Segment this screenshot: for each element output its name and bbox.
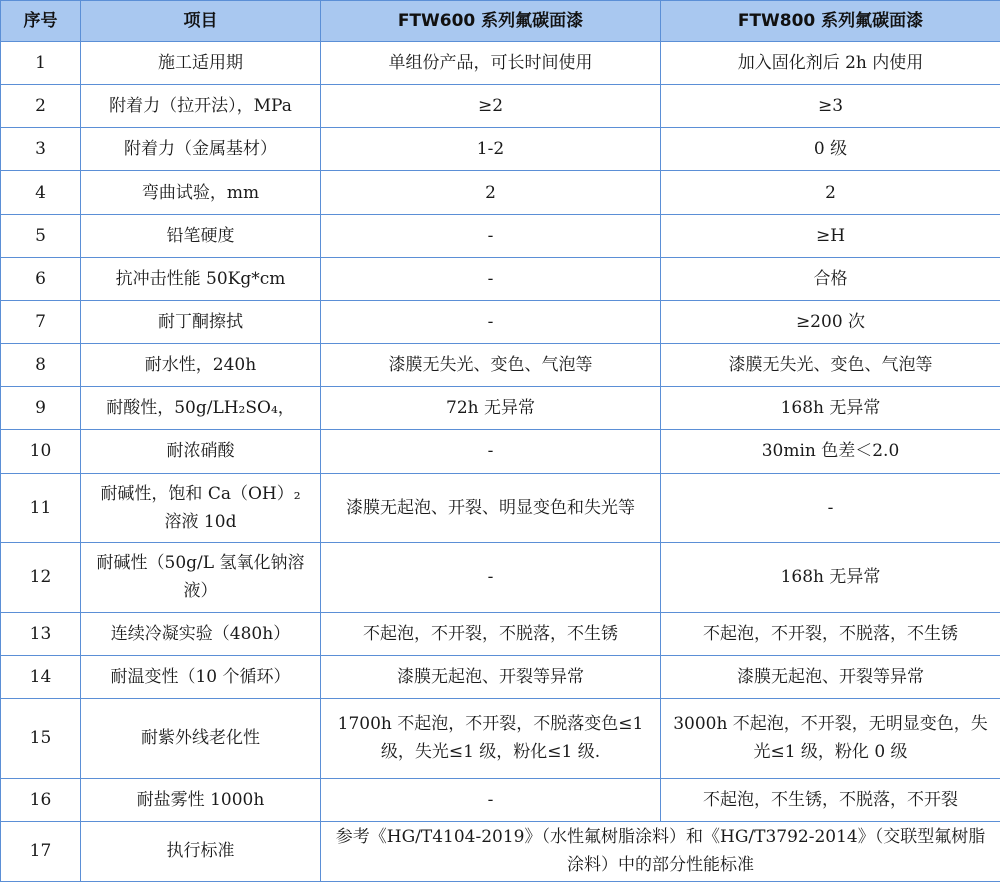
row-item-cell: 耐碱性，饱和 Ca（OH）₂溶液 10d bbox=[81, 473, 321, 542]
row-ftw600-cell: 1-2 bbox=[321, 128, 661, 171]
row-ftw600-cell: 不起泡，不开裂，不脱落，不生锈 bbox=[321, 612, 661, 655]
row-ftw800-cell: 加入固化剂后 2h 内使用 bbox=[661, 42, 1000, 85]
row-item-cell: 耐盐雾性 1000h bbox=[81, 778, 321, 821]
row-ftw800-cell: 不起泡，不开裂，不脱落，不生锈 bbox=[661, 612, 1000, 655]
table-row bbox=[1, 214, 1000, 257]
header-ftw600: FTW600 系列氟碳面漆 bbox=[321, 1, 661, 42]
row-item-cell: 耐温变性（10 个循环） bbox=[81, 655, 321, 698]
row-ftw600-cell: - bbox=[321, 543, 661, 612]
row-no-cell: 8 bbox=[1, 344, 81, 387]
row-ftw800-cell: 3000h 不起泡，不开裂，无明显变色，失光≤1 级，粉化 0 级 bbox=[661, 698, 1000, 778]
row-ftw800-cell: - bbox=[661, 473, 1000, 542]
table-row bbox=[1, 473, 1000, 542]
row-no-cell: 14 bbox=[1, 655, 81, 698]
row-no-cell: 15 bbox=[1, 698, 81, 778]
standard-merged-cell: 参考《HG/T4104-2019》（水性氟树脂涂料）和《HG/T3792-2014》（交联型氟树脂涂料）中的部分性能标准 bbox=[321, 821, 1000, 881]
row-ftw600-cell: 2 bbox=[321, 171, 661, 214]
row-item-cell: 耐丁酮擦拭 bbox=[81, 300, 321, 343]
table-row bbox=[1, 257, 1000, 300]
row-no-cell: 17 bbox=[1, 821, 81, 881]
row-ftw800-cell: 漆膜无起泡、开裂等异常 bbox=[661, 655, 1000, 698]
row-item-cell: 弯曲试验，mm bbox=[81, 171, 321, 214]
row-item-cell: 耐浓硝酸 bbox=[81, 430, 321, 473]
row-item-cell: 耐紫外线老化性 bbox=[81, 698, 321, 778]
row-item-cell: 耐水性，240h bbox=[81, 344, 321, 387]
header-ftw800: FTW800 系列氟碳面漆 bbox=[661, 1, 1000, 42]
row-no-cell: 9 bbox=[1, 387, 81, 430]
table-row bbox=[1, 128, 1000, 171]
row-ftw600-cell: - bbox=[321, 300, 661, 343]
row-ftw800-cell: ≥3 bbox=[661, 85, 1000, 128]
row-ftw800-cell: 2 bbox=[661, 171, 1000, 214]
row-ftw600-cell: 1700h 不起泡，不开裂，不脱落变色≤1 级，失光≤1 级，粉化≤1 级. bbox=[321, 698, 661, 778]
table-row bbox=[1, 300, 1000, 343]
row-ftw800-cell: 合格 bbox=[661, 257, 1000, 300]
row-ftw600-cell: 漆膜无起泡、开裂等异常 bbox=[321, 655, 661, 698]
row-no-cell: 2 bbox=[1, 85, 81, 128]
row-ftw600-cell: - bbox=[321, 257, 661, 300]
row-item-cell: 附着力（金属基材） bbox=[81, 128, 321, 171]
table-row bbox=[1, 171, 1000, 214]
table-row-standard bbox=[1, 821, 1000, 881]
row-no-cell: 13 bbox=[1, 612, 81, 655]
row-item-cell: 铅笔硬度 bbox=[81, 214, 321, 257]
row-ftw600-cell: - bbox=[321, 430, 661, 473]
header-row bbox=[1, 1, 1000, 42]
row-ftw800-cell: 30min 色差＜2.0 bbox=[661, 430, 1000, 473]
row-ftw600-cell: - bbox=[321, 778, 661, 821]
row-ftw600-cell: 漆膜无起泡、开裂、明显变色和失光等 bbox=[321, 473, 661, 542]
row-ftw800-cell: ≥200 次 bbox=[661, 300, 1000, 343]
row-item-cell: 执行标准 bbox=[81, 821, 321, 881]
row-no-cell: 11 bbox=[1, 473, 81, 542]
row-ftw600-cell: - bbox=[321, 214, 661, 257]
row-ftw600-cell: ≥2 bbox=[321, 85, 661, 128]
row-ftw600-cell: 单组份产品，可长时间使用 bbox=[321, 42, 661, 85]
row-no-cell: 16 bbox=[1, 778, 81, 821]
row-ftw800-cell: 漆膜无失光、变色、气泡等 bbox=[661, 344, 1000, 387]
row-ftw800-cell: 168h 无异常 bbox=[661, 543, 1000, 612]
row-no-cell: 3 bbox=[1, 128, 81, 171]
table-row bbox=[1, 430, 1000, 473]
row-item-cell: 连续冷凝实验（480h） bbox=[81, 612, 321, 655]
table-row bbox=[1, 344, 1000, 387]
row-item-cell: 附着力（拉开法），MPa bbox=[81, 85, 321, 128]
header-no: 序号 bbox=[1, 1, 81, 42]
row-item-cell: 抗冲击性能 50Kg*cm bbox=[81, 257, 321, 300]
row-no-cell: 7 bbox=[1, 300, 81, 343]
table-row bbox=[1, 655, 1000, 698]
table-header bbox=[1, 1, 1000, 42]
header-item: 项目 bbox=[81, 1, 321, 42]
row-item-cell: 施工适用期 bbox=[81, 42, 321, 85]
row-ftw600-cell: 72h 无异常 bbox=[321, 387, 661, 430]
row-ftw800-cell: 0 级 bbox=[661, 128, 1000, 171]
row-item-cell: 耐碱性（50g/L 氢氧化钠溶液） bbox=[81, 543, 321, 612]
table-row bbox=[1, 698, 1000, 778]
row-no-cell: 4 bbox=[1, 171, 81, 214]
row-no-cell: 6 bbox=[1, 257, 81, 300]
table-row bbox=[1, 543, 1000, 612]
table-row bbox=[1, 778, 1000, 821]
table-row bbox=[1, 387, 1000, 430]
row-no-cell: 12 bbox=[1, 543, 81, 612]
table-row bbox=[1, 42, 1000, 85]
table-row bbox=[1, 85, 1000, 128]
row-ftw800-cell: ≥H bbox=[661, 214, 1000, 257]
row-item-cell: 耐酸性，50g/LH₂SO₄， bbox=[81, 387, 321, 430]
row-no-cell: 10 bbox=[1, 430, 81, 473]
row-ftw800-cell: 不起泡，不生锈，不脱落，不开裂 bbox=[661, 778, 1000, 821]
row-no-cell: 1 bbox=[1, 42, 81, 85]
row-ftw600-cell: 漆膜无失光、变色、气泡等 bbox=[321, 344, 661, 387]
row-ftw800-cell: 168h 无异常 bbox=[661, 387, 1000, 430]
table-row bbox=[1, 612, 1000, 655]
row-no-cell: 5 bbox=[1, 214, 81, 257]
table-body bbox=[1, 42, 1000, 882]
